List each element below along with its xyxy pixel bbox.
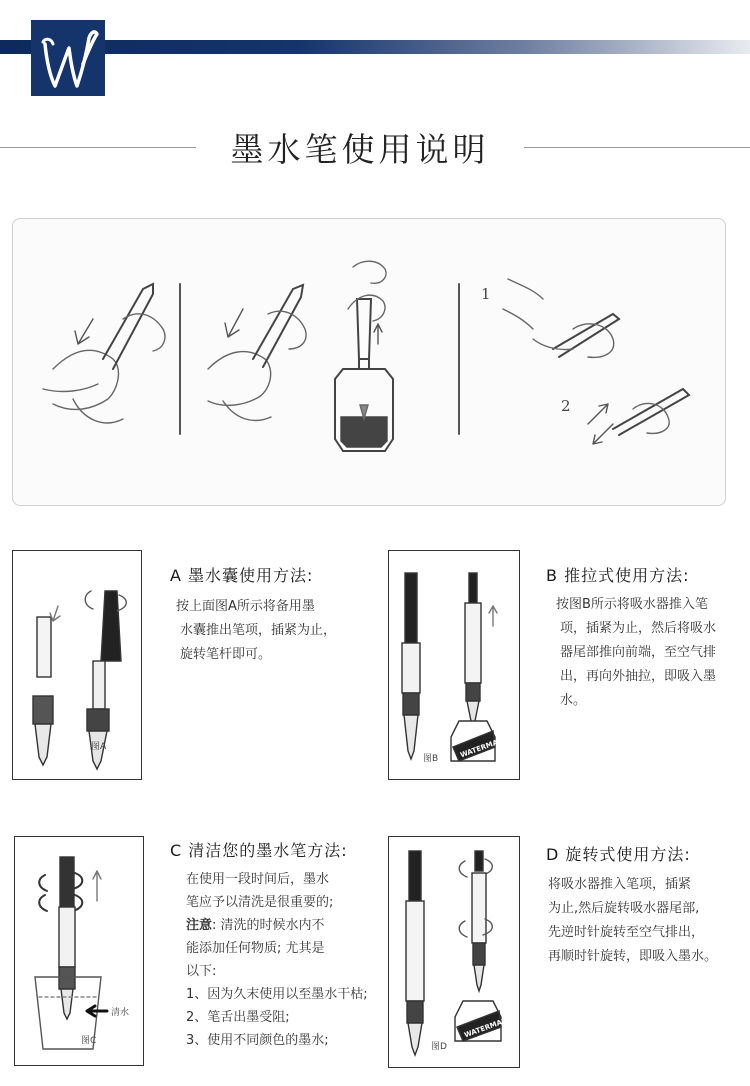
section-d-title: D 旋转式使用方法: [546,845,691,864]
page-title: 墨水笔使用说明 [230,130,490,169]
figure-c-label: 图C [81,1036,97,1046]
title-rule-left [0,147,196,148]
section-c-title: C 清洁您的墨水笔方法: [170,841,348,860]
figure-b [388,550,520,780]
note-label: 注意 [186,918,213,933]
section-d-text: 将吸水器推入笔项，插紧 为止,然后旋转吸水器尾部, 先逆时针旋转至空气排出， 再顺时针旋转，即吸入墨水。 [548,877,718,964]
figure-a-label: 图A [91,742,107,752]
section-c-text: 在使用一段时间后，墨水 笔应予以清洗是很重要的; 注意: 清洗的时候水内不 能添加任何物质; 尤其是 以下: 1、因为久末使用以至墨水干枯; 2、笔舌出墨受阻; 3、使用不同颜色的墨水; [186,872,368,1048]
figure-d-label: 图D [431,1042,447,1052]
figure-d-bottle-label: WATERMAN [463,1016,509,1040]
header-band [0,40,750,54]
title-rule-right [524,147,750,148]
waterman-w-logo-icon [31,20,105,96]
figure-b-label: 图B [423,754,439,764]
section-b-title: B 推拉式使用方法: [546,566,690,585]
figure-a [12,550,142,780]
step-2-label: 2 [561,397,571,415]
section-a-text: 按上面图A所示将备用墨 水囊推出笔项，插紧为止， 旋转笔杆即可。 [176,599,337,662]
figure-b-bottle-label: WATERMAN [459,736,505,760]
step-1-label: 1 [481,285,491,303]
figure-d [388,836,520,1068]
section-b-text: 按图B所示将吸水器推入笔 项，插紧为止，然后将吸水 器尾部推向前端，至空气排 出，再向外抽拉，即吸入墨 水。 [556,597,717,708]
figure-c [14,836,144,1066]
illustration-panel [12,218,726,506]
usage-illustration [13,219,725,505]
figure-c-water-label: 清水 [111,1008,130,1018]
section-a-title: A 墨水囊使用方法: [170,566,314,585]
